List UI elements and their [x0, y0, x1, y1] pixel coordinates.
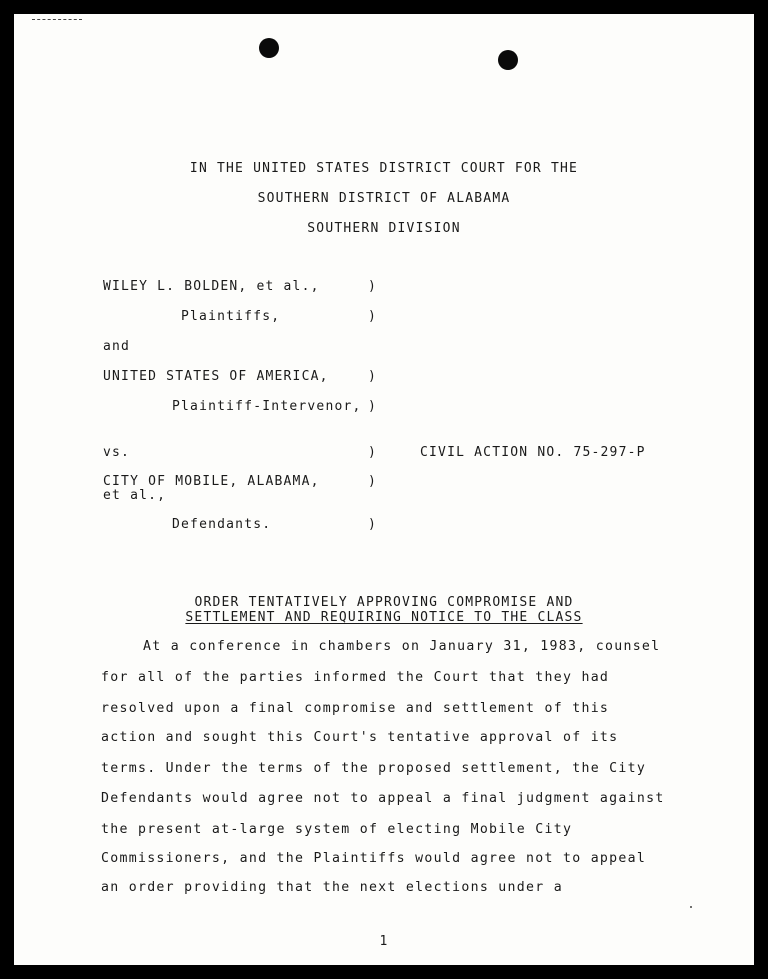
court-heading-line-3: SOUTHERN DIVISION	[307, 221, 461, 236]
body-line: Commissioners, and the Plaintiffs would agree not to appeal	[101, 851, 647, 866]
caption-conjunction: and	[103, 339, 131, 354]
caption-party-1: WILEY L. BOLDEN, et al.,	[103, 279, 320, 294]
caption-party-3-role: Defendants.	[172, 517, 272, 532]
punch-hole-right	[498, 50, 518, 70]
body-line: action and sought this Court's tentative approval of its	[101, 730, 619, 745]
page-number: 1	[379, 934, 389, 949]
caption-paren: )	[368, 399, 378, 414]
order-title-line-1: ORDER TENTATIVELY APPROVING COMPROMISE AND	[194, 595, 574, 610]
body-line: terms. Under the terms of the proposed settlement, the City	[101, 761, 647, 776]
caption-paren: )	[368, 369, 378, 384]
document-page	[14, 14, 754, 965]
punch-hole-left	[259, 38, 279, 58]
court-heading-line-1: IN THE UNITED STATES DISTRICT COURT FOR THE	[189, 161, 579, 176]
body-line: At a conference in chambers on January 31, 1983, counsel	[143, 639, 661, 654]
body-line: Defendants would agree not to appeal a final judgment against	[101, 791, 665, 806]
body-line: resolved upon a final compromise and settlement of this	[101, 701, 610, 716]
caption-party-3-cont: et al.,	[103, 488, 167, 503]
caption-vs: vs.	[103, 445, 131, 460]
caption-paren: )	[368, 309, 378, 324]
caption-paren: )	[368, 279, 378, 294]
caption-paren: )	[368, 445, 378, 460]
caption-party-3: CITY OF MOBILE, ALABAMA,	[103, 474, 320, 489]
paper-speck	[690, 906, 692, 908]
body-line: for all of the parties informed the Court that they had	[101, 670, 610, 685]
caption-paren: )	[368, 474, 378, 489]
margin-mark	[32, 19, 82, 23]
court-heading-line-2: SOUTHERN DISTRICT OF ALABAMA	[257, 191, 511, 206]
civil-action-number: CIVIL ACTION NO. 75-297-P	[420, 445, 646, 460]
caption-paren: )	[368, 517, 378, 532]
caption-party-2: UNITED STATES OF AMERICA,	[103, 369, 329, 384]
caption-party-2-role: Plaintiff-Intervenor,	[172, 399, 362, 414]
body-line: the present at-large system of electing Mobile City	[101, 822, 573, 837]
body-line: an order providing that the next elections under a	[101, 880, 563, 895]
order-title-line-2: SETTLEMENT AND REQUIRING NOTICE TO THE CLASS	[185, 610, 583, 625]
caption-party-1-role: Plaintiffs,	[181, 309, 281, 324]
